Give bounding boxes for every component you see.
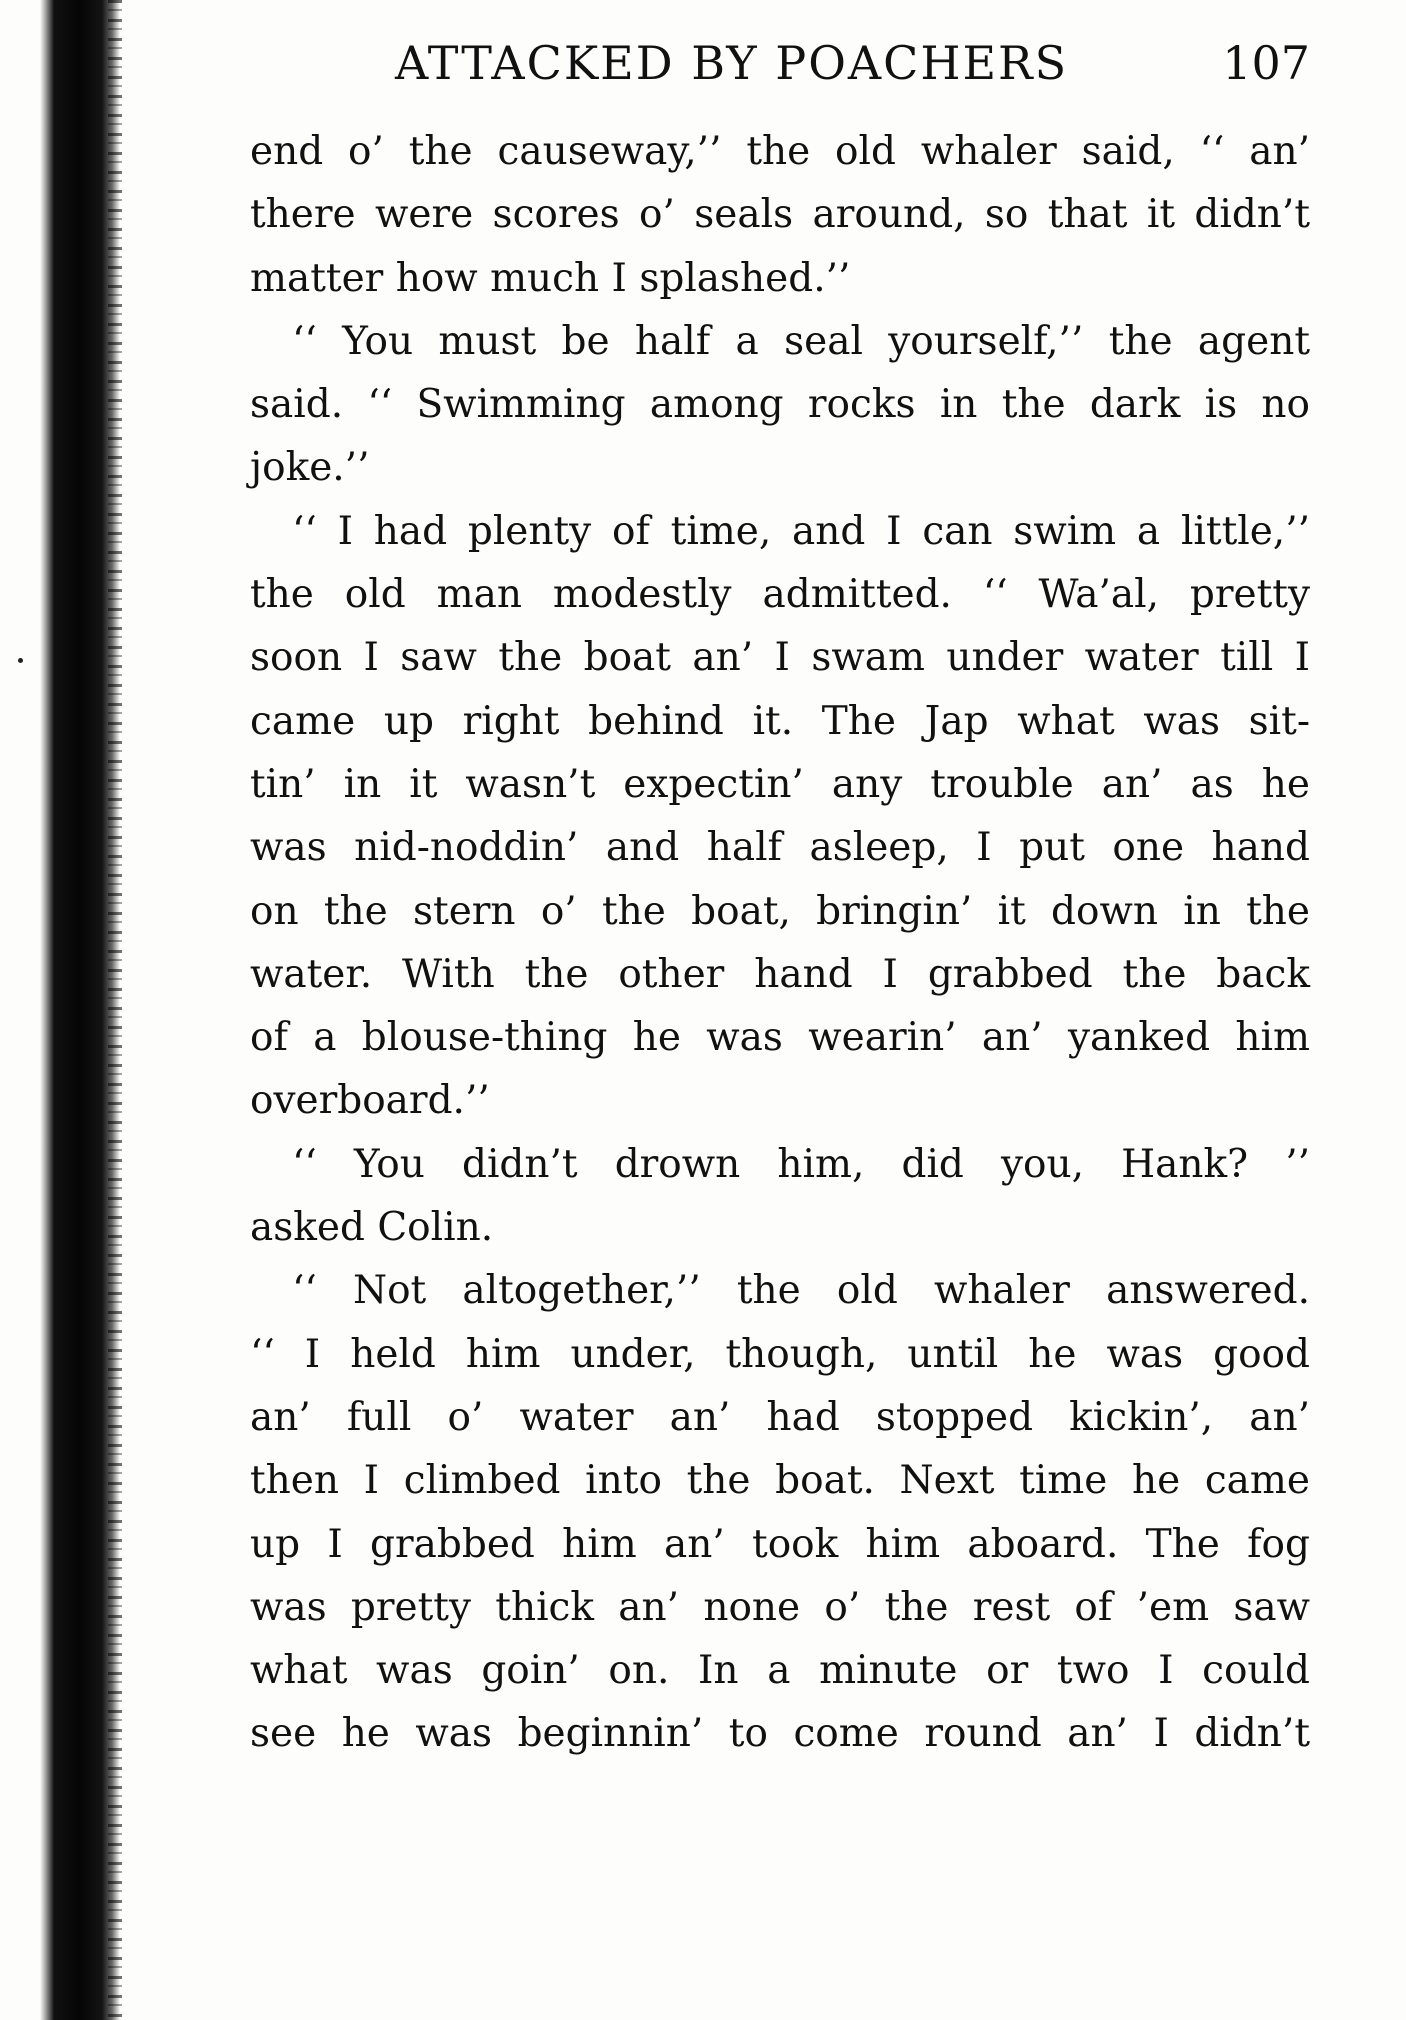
binding-edge-texture (108, 0, 122, 2020)
scan-speck (18, 658, 23, 663)
running-title: ATTACKED BY POACHERS (395, 36, 1069, 90)
text-line: end o’ the causeway,’’ the old whaler said, ‘‘ an’ (250, 129, 1310, 174)
text-line: overboard.’’ (250, 1078, 490, 1124)
body-text (250, 120, 1310, 1766)
text-line: soon I saw the boat an’ I swam under water till I (250, 635, 1310, 681)
text-line: water. With the other hand I grabbed the back (250, 951, 1310, 997)
text-line: matter how much I splashed.’’ (250, 255, 851, 301)
text-line: then I climbed into the boat. Next time he came (250, 1458, 1310, 1504)
text-line: an’ full o’ water an’ had stopped kickin’, an’ (250, 1394, 1310, 1440)
text-line: was nid-noddin’ and half asleep, I put one hand (250, 825, 1310, 871)
text-line: tin’ in it wasn’t expectin’ any trouble an’ as he (250, 761, 1310, 807)
text-line: asked Colin. (250, 1205, 494, 1251)
text-line: said. ‘‘ Swimming among rocks in the dark is no (250, 382, 1310, 428)
text-line: on the stern o’ the boat, bringin’ it down in the (250, 888, 1310, 934)
text-line: ‘‘ You didn’t drown him, did you, Hank? ’’ (292, 1141, 1310, 1187)
text-line: up I grabbed him an’ took him aboard. The fog (250, 1521, 1310, 1567)
text-line: ‘‘ You must be half a seal yourself,’’ the agent (292, 318, 1310, 364)
text-line: came up right behind it. The Jap what was sit- (250, 698, 1310, 744)
text-line: the old man modestly admitted. ‘‘ Wa’al, pretty (250, 572, 1310, 618)
text-line: see he was beginnin’ to come round an’ I didn’t (250, 1711, 1310, 1757)
text-line: ‘‘ Not altogether,’’ the old whaler answered. (292, 1268, 1310, 1314)
text-line: joke.’’ (250, 445, 370, 491)
text-line: of a blouse-thing he was wearin’ an’ yanked him (250, 1015, 1310, 1061)
text-line: what was goin’ on. In a minute or two I could (250, 1648, 1310, 1694)
running-header (250, 28, 1310, 98)
text-line: ‘‘ I had plenty of time, and I can swim a little,’’ (292, 508, 1310, 554)
page-number: 107 (1222, 36, 1310, 90)
text-line: ‘‘ I held him under, though, until he was good (250, 1331, 1310, 1377)
text-line: was pretty thick an’ none o’ the rest of ’em saw (250, 1584, 1310, 1630)
text-line: there were scores o’ seals around, so that it didn’t (250, 192, 1310, 238)
